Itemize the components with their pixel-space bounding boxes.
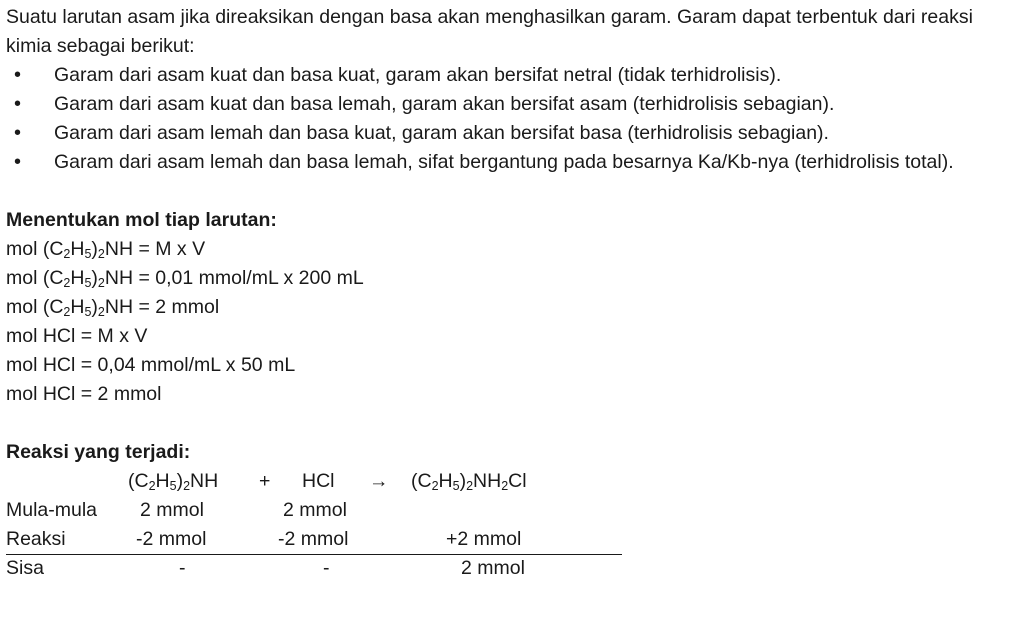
spacer [6,409,1018,438]
reaction-section-heading: Reaksi yang terjadi: [6,441,191,463]
plus-sign: + [259,470,271,492]
product-salt: $(C_2H_5)_2NH_2Cl$ [411,470,527,493]
list-item: • Garam dari asam kuat dan basa lemah, garam akan bersifat asam (terhidrolisis sebagian). [6,90,1018,119]
reaction-row-remaining [6,554,1018,583]
mol-amine-line-3: mol $(C_2H_5)_2NH = 2$ mmol [6,296,220,319]
list-item: • Garam dari asam kuat dan basa kuat, garam akan bersifat netral (tidak terhidrolisis). [6,61,1018,90]
mol-amine-line-1: mol $(C_2H_5)_2NH = M$ x V [6,238,206,261]
reaction-equation [6,467,1018,496]
mol-hcl-line-1: mol HCl = M x V [6,325,148,347]
reactant-hcl: HCl [302,470,335,492]
mol-hcl-line-3: mol HCl = 2 mmol [6,383,162,405]
mol-section-heading: Menentukan mol tiap larutan: [6,209,277,231]
mol-hcl-line-2: mol HCl = 0,04 mmol/mL x 50 mL [6,354,296,376]
reaction-row-reacted [6,525,1018,554]
amine-amount: 2 mmol [140,499,204,521]
row-label: Sisa [6,557,44,579]
spacer [6,177,1018,206]
list-item: • Garam dari asam lemah dan basa kuat, garam akan bersifat basa (terhidrolisis sebagian). [6,119,1018,148]
list-item: • Garam dari asam lemah dan basa lemah, sifat bergantung pada besarnya Ka/Kb-nya (terhidrolisis total). [6,148,1018,177]
reactant-amine: $(C_2H_5)_2NH$ [128,470,219,493]
mol-amine-line-2: mol $(C_2H_5)_2NH = 0,01$ mmol/mL x 200 mL [6,267,364,290]
reaction-row-initial [6,496,1018,525]
table-rule [6,554,622,555]
amine-amount: - [179,557,186,579]
product-amount: 2 mmol [461,557,525,579]
row-label: Reaksi [6,528,66,550]
intro-text-2: Garam dapat terbentuk dari reaksi kimia sebagai berikut: [6,6,973,57]
product-amount: +2 mmol [446,528,522,550]
row-label: Mula-mula [6,499,98,521]
hcl-amount: -2 mmol [278,528,349,550]
hcl-amount: - [323,557,330,579]
amine-amount: -2 mmol [136,528,207,550]
intro-paragraph [6,3,1018,61]
hcl-amount: 2 mmol [283,499,347,521]
document-page [6,3,1018,583]
reaction-arrow: → [369,470,389,492]
intro-text-1: Suatu larutan asam jika direaksikan dengan basa akan menghasilkan garam. [6,6,677,28]
salt-type-list [6,61,1018,177]
